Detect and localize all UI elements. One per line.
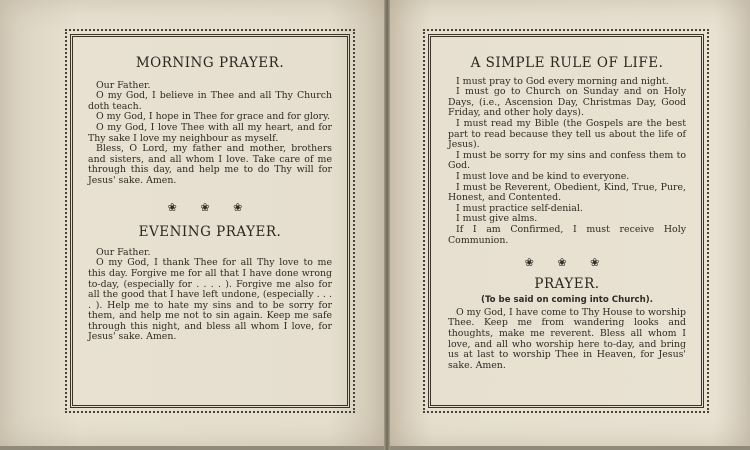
book-gutter bbox=[384, 0, 390, 450]
rule-line: I must give alms. bbox=[456, 213, 538, 225]
rule-line: I must read my Bible (the Gospels are the best part to read because they tell us about the life of Jesus). bbox=[448, 117, 686, 151]
prayer-title: PRAYER. bbox=[534, 275, 600, 292]
right-page-text bbox=[448, 55, 686, 371]
morning-prayer-title: MORNING PRAYER. bbox=[135, 55, 285, 71]
morning-line: O my God, I believe in Thee and all Thy Church doth teach. bbox=[88, 90, 332, 112]
rule-line: If I am Confirmed, I must receive Holy Communion. bbox=[448, 223, 686, 246]
evening-prayer-title: EVENING PRAYER. bbox=[138, 224, 282, 241]
evening-line: Our Father. bbox=[96, 246, 151, 258]
flower-ornament-icon: ❀ ❀ ❀ bbox=[167, 200, 253, 214]
morning-line: O my God, I love Thee with all my heart, and for Thy sake I love my neighbour as myself. bbox=[88, 121, 332, 144]
rule-line: I must love and be kind to everyone. bbox=[456, 170, 630, 182]
rule-line: I must go to Church on Sunday and on Holy Days, (i.e., Ascension Day, Christmas Day, Good Friday, and other holy days). bbox=[448, 86, 686, 119]
prayer-subtitle: (To be said on coming into Church). bbox=[481, 295, 653, 306]
rule-line: I must be sorry for my sins and confess them to God. bbox=[448, 149, 686, 172]
rule-of-life-title: A SIMPLE RULE OF LIFE. bbox=[470, 55, 664, 71]
evening-line: O my God, I thank Thee for all Thy love to me this day. Forgive me for all that I have done wrong to-day, (especially for . . . . ). Forgive me also for all the good that I have left undone, (especially . . . . ). Help me to hate my sins and to be sorry for them, and help me not to sin again. Keep me safe through this night, and bless all whom I love, for Jesus' sake. Amen. bbox=[88, 257, 332, 343]
rule-line: I must pray to God every morning and night. bbox=[456, 75, 669, 87]
morning-line: O my God, I hope in Thee for grace and for glory. bbox=[96, 111, 330, 123]
flower-ornament-icon: ❀ ❀ ❀ bbox=[524, 256, 610, 270]
prayer-line: O my God, I have come to Thy House to worship Thee. Keep me from wandering looks and thoughts, make me reverent. Bless all whom I love, and all who worship here to-day, and bring us at last to worship Thee in Heaven, for Jesus' sake. Amen. bbox=[448, 306, 686, 371]
morning-line: Bless, O Lord, my father and mother, brothers and sisters, and all whom I love. Take care of me through this day, and help me to do Thy will for Jesus' sake. Amen. bbox=[88, 143, 332, 186]
left-page-text bbox=[88, 55, 332, 343]
rule-line: I must practice self-denial. bbox=[456, 202, 583, 214]
morning-line: Our Father. bbox=[96, 79, 151, 91]
rule-line: I must be Reverent, Obedient, Kind, True, Pure, Honest, and Contented. bbox=[448, 181, 686, 204]
